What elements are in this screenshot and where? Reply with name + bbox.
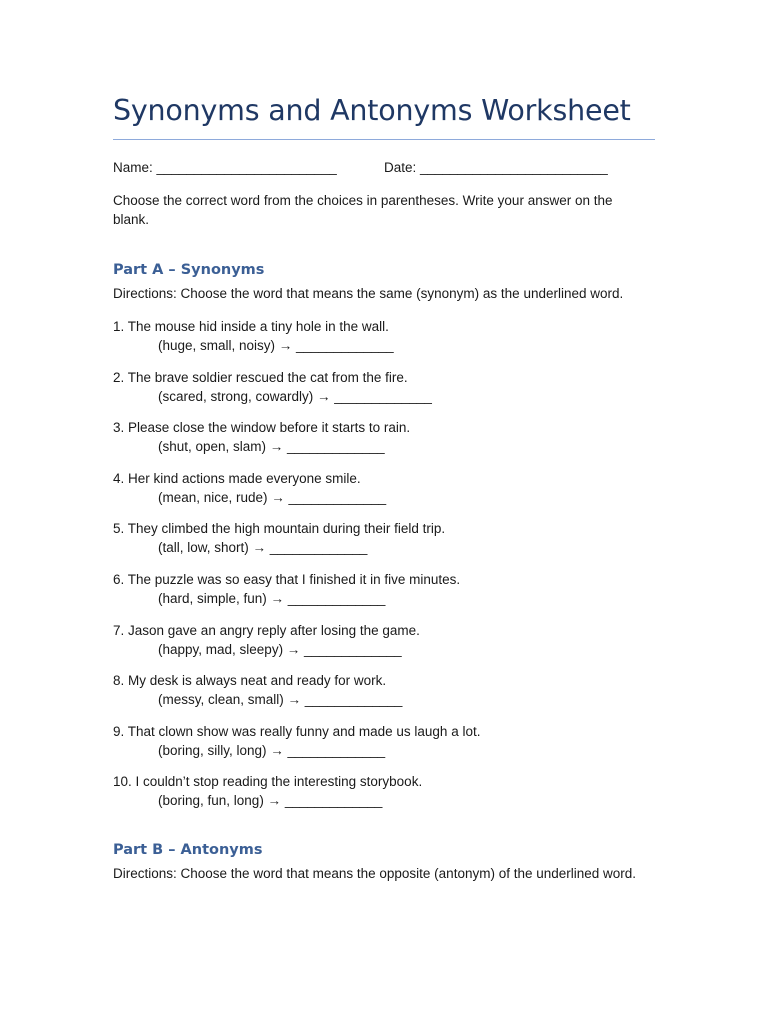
part-b-heading: Part B – Antonyms (113, 842, 263, 858)
question-text: 7. Jason gave an angry reply after losing the game. (113, 622, 420, 638)
answer-choices[interactable]: (boring, fun, long) → _____________ (158, 793, 383, 809)
answer-choices[interactable]: (messy, clean, small) → _____________ (158, 692, 403, 708)
page-title: Synonyms and Antonyms Worksheet (113, 94, 631, 127)
student-fields (113, 160, 608, 175)
list-item (113, 671, 658, 722)
question-text: 8. My desk is always neat and ready for work. (113, 673, 387, 689)
question-text: 9. That clown show was really funny and made us laugh a lot. (113, 723, 481, 739)
question-text: 10. I couldn’t stop reading the interesting storybook. (113, 774, 423, 790)
question-text: 6. The puzzle was so easy that I finished it in five minutes. (113, 571, 461, 587)
part-b-directions: Directions: Choose the word that means the opposite (antonym) of the underlined word. (113, 866, 637, 881)
answer-choices[interactable]: (happy, mad, sleepy) → _____________ (158, 641, 402, 657)
part-a-directions: Directions: Choose the word that means the same (synonym) as the underlined word. (113, 286, 624, 301)
date-field[interactable]: Date: _________________________ (384, 160, 608, 175)
question-text: 3. Please close the window before it starts to rain. (113, 420, 411, 436)
question-text: 1. The mouse hid inside a tiny hole in the wall. (113, 319, 389, 334)
synonym-items (113, 317, 658, 823)
answer-choices[interactable]: (scared, strong, cowardly) → _____________ (158, 388, 432, 404)
answer-choices[interactable]: (shut, open, slam) → _____________ (158, 439, 385, 455)
answer-choices[interactable]: (mean, nice, rude) → _____________ (158, 489, 387, 505)
part-a-heading: Part A – Synonyms (113, 262, 265, 278)
list-item (113, 621, 658, 672)
answer-choices[interactable]: (boring, silly, long) → _____________ (158, 742, 386, 758)
question-text: 2. The brave soldier rescued the cat from the fire. (113, 369, 408, 385)
answer-choices[interactable]: (huge, small, noisy) → _____________ (158, 338, 394, 353)
title-underline (113, 139, 655, 140)
list-item (113, 469, 658, 520)
name-field[interactable]: Name: ________________________ (113, 160, 337, 175)
list-item (113, 570, 658, 621)
answer-choices[interactable]: (tall, low, short) → _____________ (158, 540, 368, 556)
instructions: Choose the correct word from the choices in parentheses. Write your answer on the blank. (113, 193, 613, 227)
list-item (113, 772, 658, 823)
question-text: 5. They climbed the high mountain during their field trip. (113, 521, 446, 537)
answer-choices[interactable]: (hard, simple, fun) → _____________ (158, 590, 386, 606)
question-text: 4. Her kind actions made everyone smile. (113, 470, 361, 486)
list-item (113, 418, 658, 469)
list-item (113, 317, 658, 368)
list-item (113, 722, 658, 773)
list-item (113, 519, 658, 570)
list-item (113, 368, 658, 419)
